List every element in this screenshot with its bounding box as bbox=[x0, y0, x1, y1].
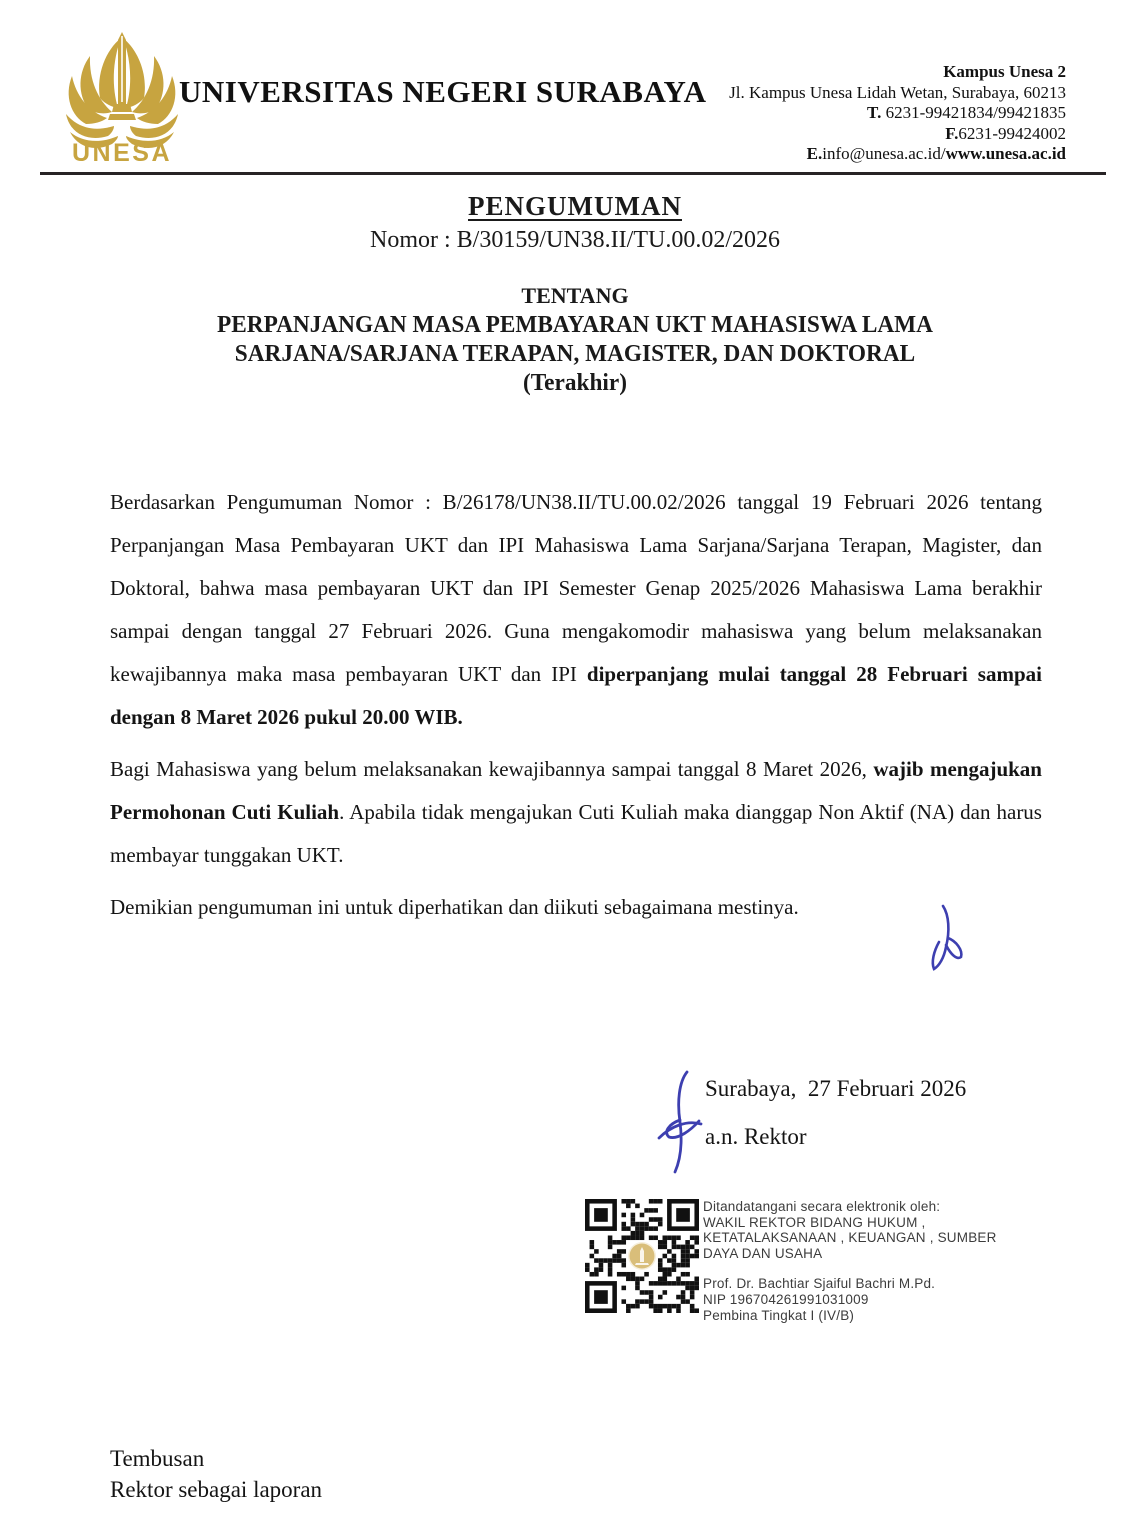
paragraph-1: Berdasarkan Pengumuman Nomor : B/26178/UN38.II/TU.00.02/2026 tanggal 19 Februari 2026 tentang Perpanjangan Masa Pembayaran UKT dan IPI Mahasiswa Lama Sarjana/Sarjana Terapan, Magister, dan Doktoral, bahwa masa pembayaran UKT dan IPI Semester Genap 2025/2026 Mahasiswa Lama berakhir sampai dengan tanggal 27 Februari 2026. Guna mengakomodir mahasiswa yang belum melaksanakan kewajibannya maka masa pembayaran UKT dan IPI diperpanjang mulai tanggal 28 Februari sampai dengan 8 Maret 2026 pukul 20.00 WIB. bbox=[110, 490, 1042, 729]
title-block bbox=[106, 191, 1044, 254]
qr-code bbox=[585, 1199, 699, 1313]
subject-block bbox=[106, 281, 1044, 398]
email-line: E.info@unesa.ac.id/www.unesa.ac.id bbox=[806, 144, 1066, 163]
subject-line-2: SARJANA/SARJANA TERAPAN, MAGISTER, DAN DOKTORAL bbox=[234, 341, 916, 367]
signatory: a.n. Rektor bbox=[705, 1124, 807, 1149]
electronic-signature-stamp bbox=[703, 1199, 1033, 1323]
stamp-line-1: Ditandatangani secara elektronik oleh: bbox=[703, 1199, 941, 1214]
tembusan-block bbox=[110, 1443, 322, 1505]
document-title: PENGUMUMAN bbox=[468, 191, 682, 221]
campus-address: Jl. Kampus Unesa Lidah Wetan, Surabaya, 60213 bbox=[729, 82, 1066, 102]
phone-line: T. 6231-99421834/99421835 bbox=[867, 103, 1066, 122]
subject-line-1: PERPANJANGAN MASA PEMBAYARAN UKT MAHASISWA LAMA bbox=[217, 312, 933, 338]
stamp-line-4: DAYA DAN USAHA bbox=[703, 1245, 823, 1261]
blue-signature-mark-icon bbox=[651, 1068, 709, 1178]
paragraph-3: Demikian pengumuman ini untuk diperhatikan dan diikuti sebagaimana mestinya. bbox=[110, 895, 799, 919]
signatory-name: Prof. Dr. Bachtiar Sjaiful Bachri M.Pd. bbox=[703, 1276, 936, 1292]
header-contact-block bbox=[729, 62, 1066, 165]
fax-line: F.6231-99424002 bbox=[945, 123, 1066, 143]
subject-line-3: (Terakhir) bbox=[523, 370, 627, 396]
about-label: TENTANG bbox=[521, 283, 629, 308]
unesa-emblem-icon bbox=[60, 30, 184, 168]
svg-text:UNESA: UNESA bbox=[71, 139, 173, 167]
university-name: UNIVERSITAS NEGERI SURABAYA bbox=[179, 74, 707, 109]
tembusan-label: Tembusan bbox=[110, 1446, 205, 1471]
campus-name: Kampus Unesa 2 bbox=[943, 62, 1066, 81]
paragraph-2: Bagi Mahasiswa yang belum melaksanakan kewajibannya sampai tanggal 8 Maret 2026, wajib mengajukan Permohonan Cuti Kuliah. Apabila tidak mengajukan Cuti Kuliah maka dianggap Non Aktif (NA) dan harus membayar tunggakan UKT. bbox=[110, 757, 1042, 867]
signatory-nip: NIP 196704261991031009 bbox=[703, 1291, 869, 1307]
closing-block bbox=[705, 1076, 966, 1150]
letter-body bbox=[110, 481, 1042, 929]
tembusan-item: Rektor sebagai laporan bbox=[110, 1477, 323, 1502]
stamp-line-3: KETATALAKSANAAN , KEUANGAN , SUMBER bbox=[703, 1230, 997, 1246]
unesa-logo bbox=[60, 30, 184, 168]
header-divider bbox=[40, 172, 1106, 175]
document-number: Nomor : B/30159/UN38.II/TU.00.02/2026 bbox=[370, 227, 780, 253]
stamp-line-2: WAKIL REKTOR BIDANG HUKUM , bbox=[703, 1214, 926, 1230]
place-date: Surabaya, 27 Februari 2026 bbox=[705, 1076, 967, 1101]
signatory-rank: Pembina Tingkat I (IV/B) bbox=[703, 1307, 855, 1323]
